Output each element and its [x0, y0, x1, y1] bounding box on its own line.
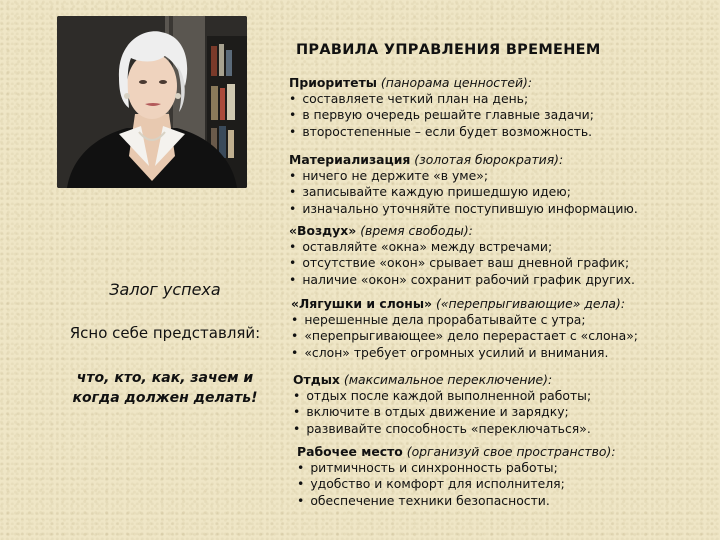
- page-title: ПРАВИЛА УПРАВЛЕНИЯ ВРЕМЕНЕМ: [296, 42, 601, 58]
- what-who-how-line2: когда должен делать!: [72, 390, 258, 406]
- section-subtitle: (золотая бюрократия):: [410, 152, 564, 167]
- list-item: • ритмичность и синхронность работы;: [297, 460, 616, 476]
- portrait-photo: [57, 16, 247, 188]
- section-priorities: [289, 75, 594, 140]
- list-item: • отсутствие «окон» срывает ваш дневной график;: [289, 255, 635, 271]
- section-subtitle: (максимальное переключение):: [339, 372, 553, 387]
- section-heading: «Воздух»: [289, 223, 357, 238]
- list-item: • «слон» требует огромных усилий и внимания.: [291, 345, 638, 361]
- section-rest: [293, 372, 591, 437]
- section-heading: Приоритеты: [289, 75, 377, 90]
- section-subtitle: (панорама ценностей):: [376, 75, 533, 90]
- list-item: • «перепрыгивающее» дело перерастает с «слона»;: [291, 328, 638, 344]
- section-materialization: [289, 152, 638, 217]
- section-subtitle: («перепрыгивающие» дела):: [432, 296, 625, 311]
- list-item: • изначально уточняйте поступившую информацию.: [289, 201, 638, 217]
- section-air: [289, 223, 635, 288]
- what-who-how-line1: что, кто, как, зачем и: [76, 370, 254, 386]
- section-heading: Рабочее место: [297, 444, 403, 459]
- clear-idea-line: Ясно себе представляй:: [69, 324, 261, 342]
- list-item: • нерешенные дела прорабатывайте с утра;: [291, 312, 638, 328]
- what-who-how-block: [40, 368, 290, 408]
- section-heading: «Лягушки и слоны»: [291, 296, 433, 311]
- section-heading: Материализация: [289, 152, 411, 167]
- list-item: • записывайте каждую пришедшую идею;: [289, 184, 638, 200]
- list-item: • обеспечение техники безопасности.: [297, 493, 616, 509]
- success-heading: Залог успеха: [109, 280, 221, 299]
- list-item: • развивайте способность «переключаться».: [293, 421, 591, 437]
- list-item: • составляете четкий план на день;: [289, 91, 594, 107]
- list-item: • наличие «окон» сохранит рабочий график других.: [289, 272, 635, 288]
- list-item: • удобство и комфорт для исполнителя;: [297, 476, 616, 492]
- list-item: • оставляйте «окна» между встречами;: [289, 239, 635, 255]
- list-item: • включите в отдых движение и зарядку;: [293, 404, 591, 420]
- section-subtitle: (время свободы):: [356, 223, 473, 238]
- section-workplace: [297, 444, 616, 509]
- section-frogs-elephants: [291, 296, 638, 361]
- list-item: • второстепенные – если будет возможность.: [289, 124, 594, 140]
- section-heading: Отдых: [293, 372, 340, 387]
- list-item: • отдых после каждой выполненной работы;: [293, 388, 591, 404]
- list-item: • ничего не держите «в уме»;: [289, 168, 638, 184]
- section-subtitle: (организуй свое пространство):: [402, 444, 616, 459]
- list-item: • в первую очередь решайте главные задачи;: [289, 107, 594, 123]
